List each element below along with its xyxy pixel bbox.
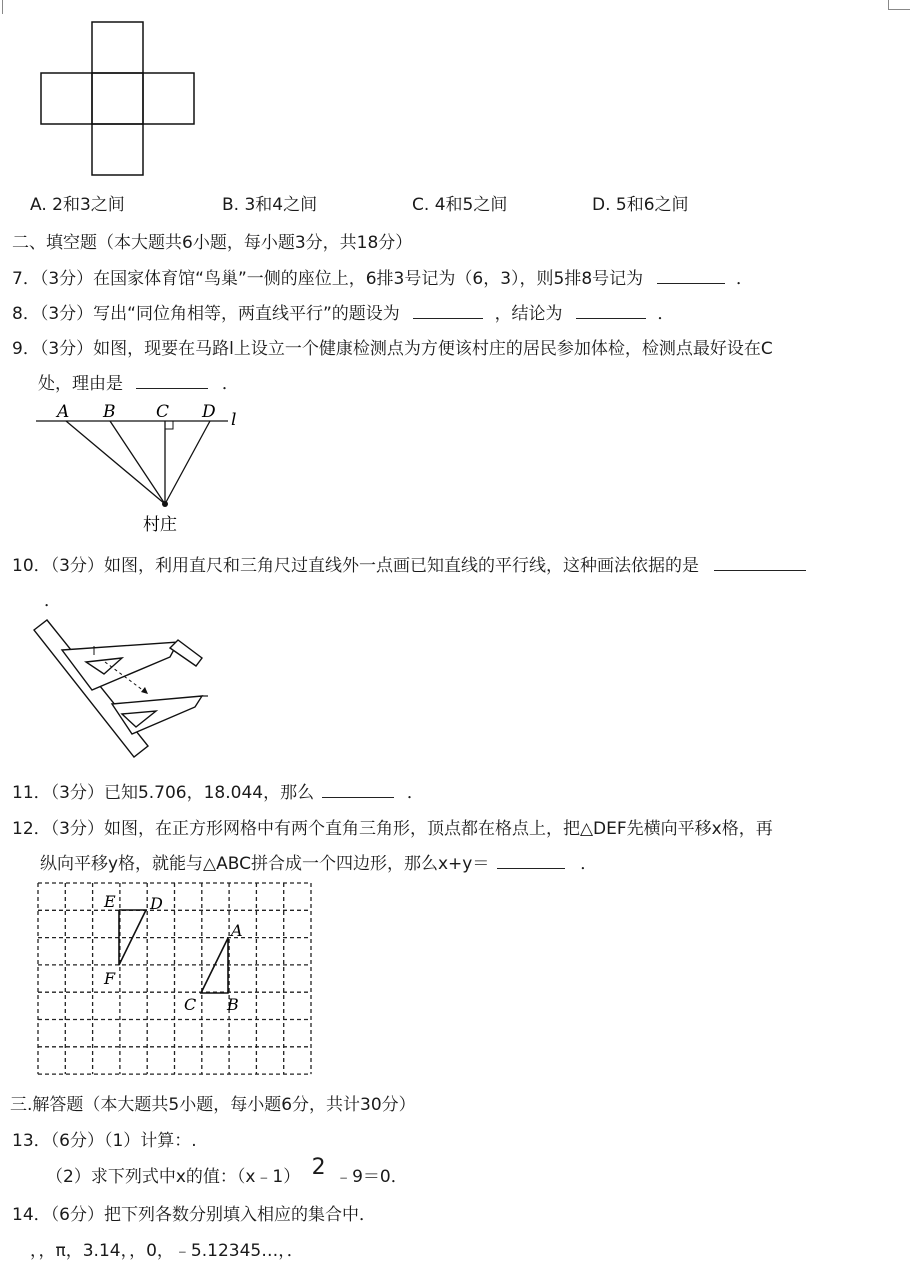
- label-d: D: [202, 402, 216, 422]
- q9-end: ．: [221, 374, 239, 394]
- q11-end: ．: [406, 783, 424, 803]
- label-village: 村庄: [143, 515, 177, 535]
- option-text: 2和3之间: [52, 195, 125, 215]
- q6-option-a[interactable]: [30, 190, 125, 215]
- label-c: C: [184, 995, 197, 1014]
- q7-answer-blank[interactable]: [657, 265, 725, 284]
- q8-middle: ，结论为: [494, 304, 563, 324]
- option-letter: C.: [412, 195, 430, 215]
- label-f: F: [104, 969, 116, 988]
- q12-answer-blank[interactable]: [497, 850, 565, 869]
- option-letter: A.: [30, 195, 47, 215]
- label-a: A: [231, 921, 243, 940]
- q9-answer-blank[interactable]: [136, 370, 208, 389]
- label-c: C: [156, 402, 170, 422]
- q6-option-b[interactable]: [222, 190, 317, 215]
- option-text: 3和4之间: [244, 195, 318, 215]
- question-13-line-2: [46, 1155, 408, 1188]
- q12-end: ．: [580, 854, 598, 874]
- question-14-line-2: ，，π，3.14，，0，﹣5.12345…，．: [30, 1241, 304, 1261]
- question-12-line-2: [40, 849, 597, 874]
- question-12-line-1: 12．（3分）如图，在正方形网格中有两个直角三角形，顶点都在格点上，把△DEF先横向平移x格，再: [12, 819, 773, 839]
- q6-option-d[interactable]: [592, 190, 689, 215]
- question-10-line-2: ．: [44, 591, 61, 611]
- label-l: l: [231, 410, 237, 430]
- question-8: [12, 299, 674, 324]
- ruler-triangle-figure: [30, 612, 210, 762]
- q11-answer-blank[interactable]: [322, 779, 394, 798]
- q8-end: ．: [657, 304, 675, 324]
- q13-part2-suffix: ﹣9＝0．: [335, 1167, 408, 1187]
- question-14-line-1: 14．（6分）把下列各数分别填入相应的集合中．: [12, 1205, 376, 1225]
- question-10-line-1: [12, 551, 806, 576]
- q7-end: ．: [735, 269, 753, 289]
- q11-text: 11．（3分）已知5.706，18.044，那么: [12, 783, 315, 803]
- question-7: [12, 264, 753, 289]
- label-a: A: [57, 402, 70, 422]
- q8-conclusion-blank[interactable]: [576, 300, 646, 319]
- label-d: D: [150, 894, 163, 913]
- cube-net-figure: [38, 20, 198, 178]
- question-9-line-2: [38, 369, 239, 394]
- q10-text: 10．（3分）如图，利用直尺和三角尺过直线外一点画已知直线的平行线，这种画法依据的是: [12, 556, 699, 576]
- q12-text: 纵向平移y格，就能与△ABC拼合成一个四边形，那么x+y＝: [40, 854, 490, 874]
- label-b: B: [227, 995, 239, 1014]
- q8-text: 8．（3分）写出“同位角相等，两直线平行”的题设为: [12, 304, 400, 324]
- q9-text: 处，理由是: [38, 374, 123, 394]
- road-village-figure: [30, 398, 260, 538]
- corner-mark-left: [2, 0, 3, 14]
- label-b: B: [103, 402, 116, 422]
- question-9-line-1: 9．（3分）如图，现要在马路l上设立一个健康检测点为方便该村庄的居民参加体检，检测点最好设在C: [12, 339, 773, 359]
- section-3-title: 三.解答题（本大题共5小题，每小题6分，共计30分）: [10, 1095, 416, 1115]
- q8-premise-blank[interactable]: [413, 300, 483, 319]
- q13-exponent: 2: [311, 1155, 326, 1180]
- option-letter: D.: [592, 195, 611, 215]
- q10-answer-blank[interactable]: [714, 552, 806, 571]
- option-text: 4和5之间: [434, 195, 508, 215]
- corner-mark-right-h: [888, 9, 910, 10]
- option-text: 5和6之间: [615, 195, 689, 215]
- label-e: E: [104, 892, 116, 911]
- question-11: [12, 778, 424, 803]
- option-letter: B.: [222, 195, 240, 215]
- section-2-title: 二、填空题（本大题共6小题，每小题3分，共18分）: [12, 233, 413, 253]
- q13-part2-text: （2）求下列式中x的值：（x﹣1）: [46, 1167, 301, 1187]
- q7-text: 7．（3分）在国家体育馆“鸟巢”一侧的座位上，6排3号记为（6，3），则5排8号记为: [12, 269, 644, 289]
- question-13-line-1: 13．（6分）（1）计算：.: [12, 1131, 197, 1151]
- grid-triangles-figure: [30, 876, 320, 1080]
- q6-option-c[interactable]: [412, 190, 507, 215]
